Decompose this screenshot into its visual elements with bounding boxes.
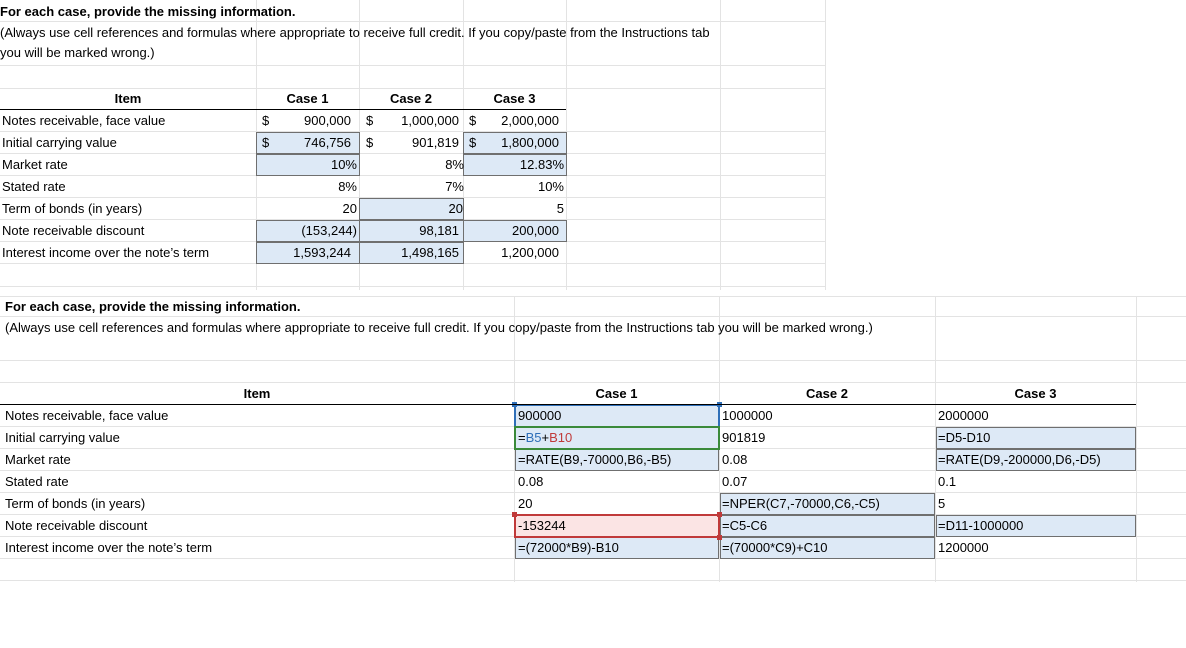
f-c1-face[interactable]: 900000 bbox=[518, 408, 562, 423]
top-header-case3: Case 3 bbox=[493, 91, 536, 106]
resize-handle[interactable] bbox=[512, 512, 517, 517]
top-c1-term[interactable]: 20 bbox=[342, 201, 357, 216]
top-c2-face[interactable]: 1,000,000 bbox=[401, 113, 459, 128]
f-c1-stated[interactable]: 0.08 bbox=[518, 474, 544, 489]
top-header-case1: Case 1 bbox=[286, 91, 329, 106]
formula-ref-b5: B5 bbox=[525, 430, 542, 445]
f-c3-discount[interactable]: =D11-1000000 bbox=[938, 518, 1024, 533]
bottom-header-case1: Case 1 bbox=[595, 386, 638, 401]
bottom-instructions: (Always use cell references and formulas where appropriate to receive full credit. If you copy/paste from the Instructions tab you will be marked wrong.) bbox=[5, 320, 873, 335]
f-c2-discount[interactable]: =C5-C6 bbox=[722, 518, 768, 533]
top-label-carrying: Initial carrying value bbox=[2, 135, 117, 150]
top-header-item: Item bbox=[114, 91, 142, 106]
f-c2-face[interactable]: 1000000 bbox=[722, 408, 773, 423]
formula-ref-b10: B10 bbox=[549, 430, 573, 445]
bottom-header-case3: Case 3 bbox=[1014, 386, 1057, 401]
formula-operator: + bbox=[541, 430, 550, 445]
bottom-label-interest: Interest income over the note’s term bbox=[5, 540, 213, 555]
dollar-sign: $ bbox=[469, 135, 477, 150]
bottom-header-case2: Case 2 bbox=[806, 386, 848, 401]
top-label-discount: Note receivable discount bbox=[2, 223, 145, 238]
f-c3-term[interactable]: 5 bbox=[938, 496, 946, 511]
f-c3-market[interactable]: =RATE(D9,-200000,D6,-D5) bbox=[938, 452, 1101, 467]
top-c3-term[interactable]: 5 bbox=[556, 201, 564, 216]
top-c2-interest[interactable]: 1,498,165 bbox=[401, 245, 459, 260]
f-c2-stated[interactable]: 0.07 bbox=[722, 474, 748, 489]
top-c3-market[interactable]: 12.83% bbox=[519, 157, 564, 172]
bottom-label-stated: Stated rate bbox=[5, 474, 69, 489]
f-c1-term[interactable]: 20 bbox=[518, 496, 533, 511]
top-heading: For each case, provide the missing information. bbox=[0, 4, 296, 19]
top-label-term: Term of bonds (in years) bbox=[2, 201, 143, 216]
top-c1-interest[interactable]: 1,593,244 bbox=[293, 245, 351, 260]
bottom-label-face: Notes receivable, face value bbox=[5, 408, 169, 423]
top-c2-discount[interactable]: 98,181 bbox=[419, 223, 459, 238]
f-c3-face[interactable]: 2000000 bbox=[938, 408, 989, 423]
f-c2-interest[interactable]: =(70000*C9)+C10 bbox=[722, 540, 828, 555]
dollar-sign: $ bbox=[469, 113, 477, 128]
top-c1-stated[interactable]: 8% bbox=[338, 179, 357, 194]
top-c1-face[interactable]: 900,000 bbox=[304, 113, 351, 128]
bottom-label-term: Term of bonds (in years) bbox=[5, 496, 146, 511]
f-c2-market[interactable]: 0.08 bbox=[722, 452, 748, 467]
bottom-label-carrying: Initial carrying value bbox=[5, 430, 120, 445]
top-c3-discount[interactable]: 200,000 bbox=[512, 223, 559, 238]
f-c3-interest[interactable]: 1200000 bbox=[938, 540, 989, 555]
top-c2-carrying[interactable]: 901,819 bbox=[412, 135, 459, 150]
dollar-sign: $ bbox=[366, 135, 374, 150]
top-c3-interest[interactable]: 1,200,000 bbox=[501, 245, 559, 260]
bottom-header-item: Item bbox=[243, 386, 271, 401]
f-c3-stated[interactable]: 0.1 bbox=[938, 474, 957, 489]
top-header-case2: Case 2 bbox=[390, 91, 432, 106]
top-c3-carrying[interactable]: 1,800,000 bbox=[501, 135, 559, 150]
f-c2-term[interactable]: =NPER(C7,-70000,C6,-C5) bbox=[722, 496, 880, 511]
f-c3-carrying[interactable]: =D5-D10 bbox=[938, 430, 991, 445]
top-c2-stated[interactable]: 7% bbox=[445, 179, 464, 194]
top-label-face: Notes receivable, face value bbox=[2, 113, 166, 128]
top-label-interest: Interest income over the note’s term bbox=[2, 245, 210, 260]
top-c2-term[interactable]: 20 bbox=[448, 201, 463, 216]
top-c1-carrying[interactable]: 746,756 bbox=[304, 135, 351, 150]
top-label-stated: Stated rate bbox=[2, 179, 66, 194]
f-c1-carrying[interactable] bbox=[518, 427, 572, 449]
dollar-sign: $ bbox=[262, 113, 270, 128]
top-c1-discount[interactable]: (153,244) bbox=[301, 223, 357, 238]
f-c2-carrying[interactable]: 901819 bbox=[722, 430, 766, 445]
top-instructions-line1: (Always use cell references and formulas where appropriate to receive full credit. If you copy/paste from the Instructions tab bbox=[0, 25, 710, 40]
dollar-sign: $ bbox=[366, 113, 374, 128]
top-c3-stated[interactable]: 10% bbox=[537, 179, 564, 194]
top-label-market: Market rate bbox=[2, 157, 68, 172]
f-c1-market[interactable]: =RATE(B9,-70000,B6,-B5) bbox=[518, 452, 672, 467]
f-c1-discount[interactable]: -153244 bbox=[518, 518, 566, 533]
top-c2-market[interactable]: 8% bbox=[445, 157, 464, 172]
bottom-label-discount: Note receivable discount bbox=[5, 518, 148, 533]
bottom-heading: For each case, provide the missing information. bbox=[5, 299, 301, 314]
bottom-label-market: Market rate bbox=[5, 452, 71, 467]
f-c1-interest[interactable]: =(72000*B9)-B10 bbox=[518, 540, 619, 555]
formula-prefix: = bbox=[518, 430, 526, 445]
top-c1-market[interactable]: 10% bbox=[330, 157, 357, 172]
top-c3-face[interactable]: 2,000,000 bbox=[501, 113, 559, 128]
dollar-sign: $ bbox=[262, 135, 270, 150]
top-instructions-line2: you will be marked wrong.) bbox=[0, 45, 155, 60]
